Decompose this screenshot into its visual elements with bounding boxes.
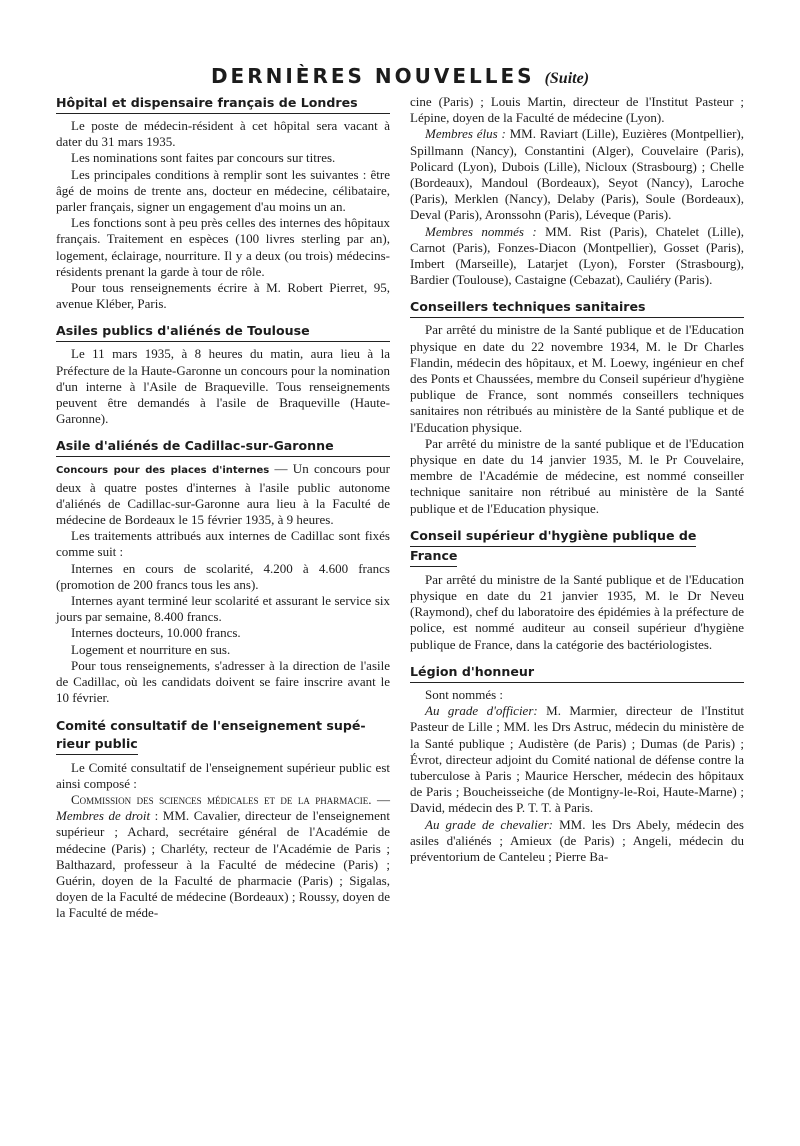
paragraph: Internes docteurs, 10.000 francs. xyxy=(71,625,241,641)
paragraph: Le poste de médecin-résident à cet hôpital sera vacant à dater du 31 mars 1935. xyxy=(56,118,390,150)
paragraph: Commission des sciences médicales et de la pharmacie. — Membres de droit : MM. Cavalier, directeur de l'enseignement supérieur ; Achard, secrétaire général de l'Académie de médecine (Paris) ; Charléty, recteur de l'Académie de Paris ; Balthazard, professeur à la Faculté de médecine (Paris) ; Guérin, doyen de la Faculté de pharmacie (Paris) ; Sigalas, doyen de la Faculté de médecine (Bordeaux) ; Roussy, doyen de la Faculté de méde- xyxy=(56,791,391,921)
section-asile-cadillac xyxy=(56,437,390,706)
paragraph: Au grade d'officier: M. Marmier, directeur de l'Institut Pasteur de Lille ; MM. les Drs Astruc, médecin du ministère de la Santé publique ; Audistère (de Paris) ; Dumas (de Paris) ; Évrot, directeur adjoint du Comité national de défense contre la tuberculose à Paris ; Maurice Herscher, médecin des hôpitaux de Paris ; Boucheisseiche (de Montigny-le-Roi, Haute-Marne) ; David, médecin des P. T. T. à Paris. xyxy=(410,703,744,816)
section-heading-line1: Comité consultatif de l'enseignement supé- xyxy=(56,717,366,733)
section-heading-line2: rieur public xyxy=(56,735,138,755)
section-heading-line1: Conseil supérieur d'hygiène publique de xyxy=(410,527,696,547)
section-comite-suite xyxy=(410,94,744,288)
section-heading xyxy=(410,527,744,568)
section-heading: Asile d'aliénés de Cadillac-sur-Garonne xyxy=(56,437,390,457)
section-heading: Légion d'honneur xyxy=(410,663,744,683)
section-hopital-londres xyxy=(56,94,390,312)
section-heading xyxy=(56,717,390,756)
section-conseillers-techniques xyxy=(410,298,744,516)
paragraph: Le 11 mars 1935, à 8 heures du matin, aura lieu à la Préfecture de la Haute-Garonne un concours pour la nomination d'un interne à l'Asile de Braqueville. Tous renseignements peuvent être demandés à l'asile de Braqueville (Haute-Garonne). xyxy=(56,346,390,427)
paragraph: Par arrêté du ministre de la santé publique et de l'Education physique en date du 14 janvier 1935, M. le Pr Couvelaire, membre de l'Académie de médecine, est nommé conseiller technique sanitaire non rétribué au ministère de la Santé publique et de l'Education physique. xyxy=(410,435,744,516)
paragraph: Membres élus : MM. Raviart (Lille), Euzières (Montpellier), Spillmann (Nancy), Constantini (Alger), Couvelaire (Paris), Policard (Lyon), Dubois (Lille), Nicloux (Strasbourg) ; Chelle (Bordeaux), Mandoul (Bordeaux), Seyot (Nancy), Laroche (Paris), Merklen (Nancy), Delaby (Paris), Soule (Bordeaux), Deval (Paris), Aronssohn (Paris), Léveque (Paris). xyxy=(410,126,744,223)
section-heading: Asiles publics d'aliénés de Toulouse xyxy=(56,322,390,342)
section-conseil-superieur xyxy=(410,527,744,653)
left-column xyxy=(56,94,390,932)
paragraph: Par arrêté du ministre de la Santé publique et de l'Education physique en date du 22 novembre 1934, M. le Dr Charles Flandin, médecin des hôpitaux, et M. Loewy, ingénieur en chef des Ponts et Chaussées, membre du Conseil supérieur d'hygiène publique de France, sont nommés conseillers techniques sanitaires non rétribués au ministère de la Santé publique et de l'Education physique. xyxy=(410,322,744,435)
paragraph: Le Comité consultatif de l'enseignement supérieur public est ainsi composé : xyxy=(56,759,390,791)
section-heading-line2: France xyxy=(410,547,457,567)
paragraph: Concours pour des places d'internes — Un concours pour deux à quatre postes d'internes à l'asile public autonome d'aliénés de Cadillac-sur-Garonne aura lieu à la Faculté de médecine de Bordeaux le 15 février 1935, à 9 heures. xyxy=(56,461,390,528)
paragraph: Au grade de chevalier: MM. les Drs Abely, médecin des asiles d'aliénés ; Amieux (de Paris) ; Angeli, médecin du préventorium de Canteleu ; Pierre Ba- xyxy=(410,816,744,864)
paragraph: Les nominations sont faites par concours sur titres. xyxy=(71,150,336,166)
section-heading: Hôpital et dispensaire français de Londres xyxy=(56,94,390,114)
paragraph: Logement et nourriture en sus. xyxy=(71,641,231,657)
paragraph: Les principales conditions à remplir sont les suivantes : être âgé de moins de trente ans, docteur en médecine, célibataire, parler français, signer un engagement d'au moins un an. xyxy=(56,166,390,215)
paragraph: Pour tous renseignements écrire à M. Robert Pierret, 95, avenue Kléber, Paris. xyxy=(56,280,390,312)
page-title xyxy=(0,64,800,88)
paragraph: Membres nommés : MM. Rist (Paris), Chatelet (Lille), Carnot (Paris), Fonzes-Diacon (Montpellier), Gosset (Paris), Imbert (Marseille), Latarjet (Lyon), Forster (Strasbourg), Bardier (Toulouse), Castaigne (Cebazat), Cauliéry (Paris). xyxy=(410,223,744,288)
right-column xyxy=(410,94,744,875)
paragraph: Internes ayant terminé leur scolarité et assurant le service six jours par semaine, 8.400 francs. xyxy=(56,593,390,625)
paragraph: Par arrêté du ministre de la Santé publique et de l'Education physique en date du 21 janvier 1935, M. le Dr Neveu (Raymond), chef du laboratoire des épidémies à la préfecture de police, est nommé auditeur au conseil supérieur d'hygiène publique de France, dans la catégorie des bactériologistes. xyxy=(410,571,744,652)
section-legion-honneur xyxy=(410,663,744,865)
section-comite-consultatif xyxy=(56,717,390,922)
paragraph: Les fonctions sont à peu près celles des internes des hôpitaux français. Traitement en espèces (100 livres sterling par an), logement, éclairage, nourriture. Il y a deux (ou trois) médecins-résidents prenant la garde à tour de rôle. xyxy=(56,215,390,279)
page-title-suite: (Suite) xyxy=(544,70,590,87)
subheading: Concours pour des places d'internes xyxy=(56,465,270,477)
paragraph: Les traitements attribués aux internes de Cadillac sont fixés comme suit : xyxy=(56,528,390,560)
section-heading: Conseillers techniques sanitaires xyxy=(410,298,744,318)
paragraph: cine (Paris) ; Louis Martin, directeur de l'Institut Pasteur ; Lépine, doyen de la Faculté de médecine (Lyon). xyxy=(410,94,744,126)
section-asiles-toulouse xyxy=(56,322,390,427)
paragraph: Internes en cours de scolarité, 4.200 à 4.600 francs (promotion de 200 francs tous les ans). xyxy=(56,560,390,592)
paragraph: Sont nommés : xyxy=(425,686,504,702)
paragraph: Pour tous renseignements, s'adresser à la direction de l'asile de Cadillac, où les candidats doivent se faire inscrire avant le 10 février. xyxy=(56,657,390,706)
page-title-main: DERNIÈRES NOUVELLES xyxy=(210,64,535,88)
